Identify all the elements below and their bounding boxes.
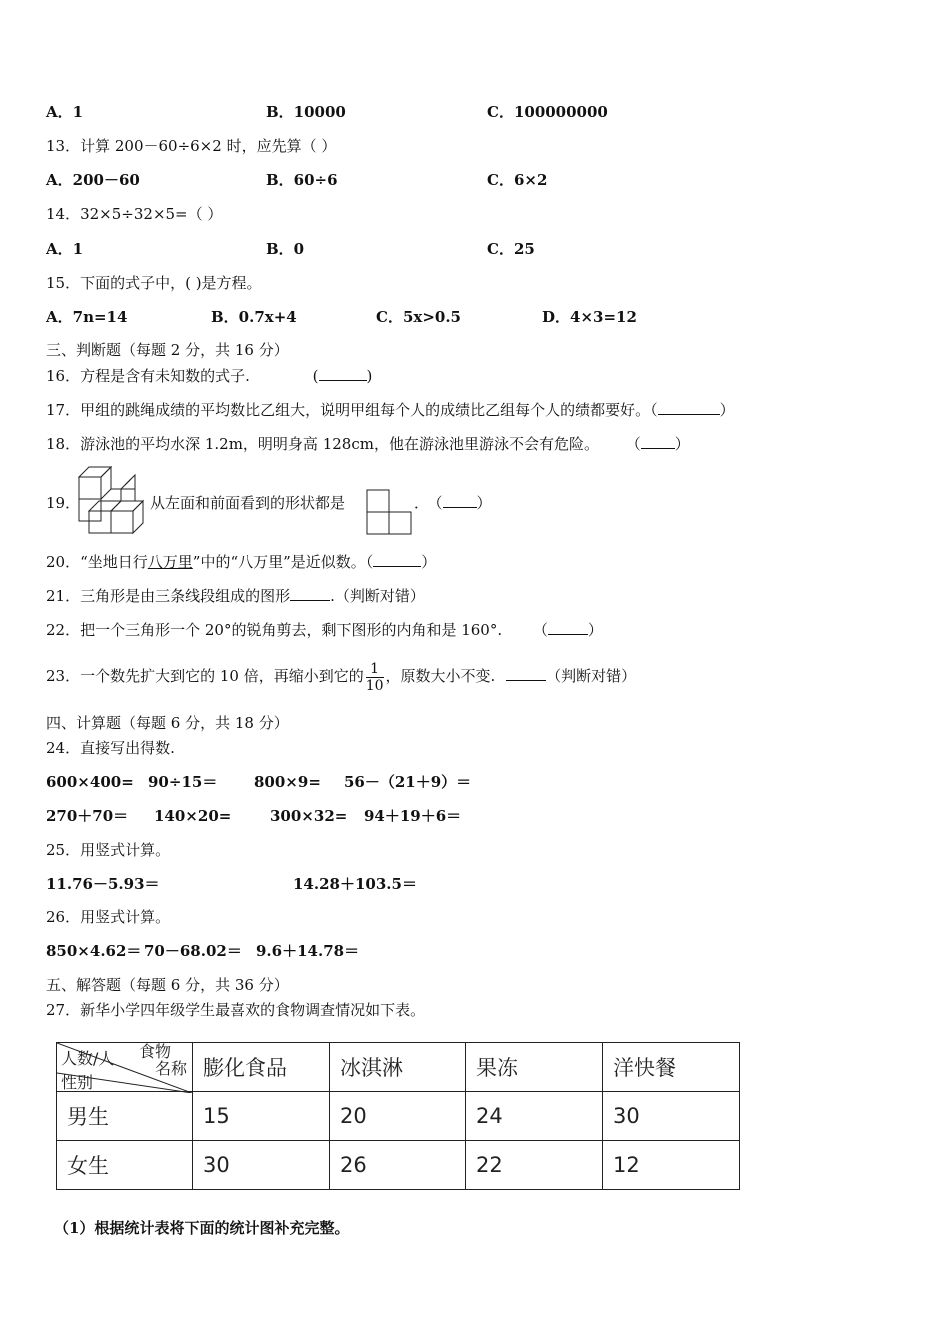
q19-answer-blank[interactable] [443,493,477,508]
q21-question [46,586,425,606]
q22-question [46,620,603,640]
corner-label-food: 食物 [139,1042,172,1061]
table-header-cell: 洋快餐 [603,1043,740,1092]
q15-option-a: A．7n=14 [46,308,128,326]
table-cell: 24 [466,1092,603,1141]
q25-item: 11.76－5.93＝ [46,875,160,893]
q15-option-c: C．5x>0.5 [376,308,461,326]
q19-answer [414,493,492,513]
q23-question [46,656,636,696]
q15-option-d: D．4×3=12 [542,308,637,326]
table-row-label: 女生 [57,1141,193,1190]
q17-paren-close: ） [719,401,735,419]
cube-stack-figure [76,463,150,537]
q24-item: 140×20= [154,807,232,825]
q20-question [46,552,436,572]
q14-option-b: B．0 [266,240,305,258]
q27-title: 27．新华小学四年级学生最喜欢的食物调查情况如下表。 [46,1001,426,1019]
q21-suffix: .（判断对错） [330,587,425,605]
table-header-cell: 果冻 [466,1043,603,1092]
table-header-cell: 膨化食品 [193,1043,330,1092]
q17-paren-open: （ [650,401,658,419]
q22-answer-blank[interactable] [548,620,588,635]
corner-label-gender: 性别 [61,1073,94,1092]
q26-item: 850×4.62＝ [46,942,142,960]
q24-item: 300×32= [270,807,348,825]
q24-item: 94＋19＋6＝ [364,807,462,825]
q22-paren-open: （ [532,621,548,639]
q16-answer-blank[interactable] [319,366,367,381]
section-3-heading: 三、判断题（每题 2 分，共 16 分） [46,341,289,359]
table-cell: 15 [193,1092,330,1141]
section-4-heading: 四、计算题（每题 6 分，共 18 分） [46,714,289,732]
q19-paren-open: （ [435,494,443,512]
q21-answer-blank[interactable] [290,586,330,601]
q24-item: 90÷15＝ [148,773,218,791]
table-cell: 22 [466,1141,603,1190]
q18-question [46,434,690,454]
q21-text: 21．三角形是由三条线段组成的图形 [46,587,291,605]
q25-title: 25．用竖式计算。 [46,841,171,859]
q25-item: 14.28＋103.5＝ [293,875,417,893]
q26-item: 70－68.02＝ [144,942,242,960]
q20-prefix: 20．“坐地日行 [46,553,148,571]
q12-option-a: A．1 [46,103,84,121]
q16-paren-close: ) [366,367,373,385]
q23-answer-blank[interactable] [506,666,546,681]
q15-question: 15．下面的式子中，( )是方程。 [46,274,262,292]
q19-paren-close: ） [476,494,492,512]
q19-text: 从左面和前面看到的形状都是 [150,494,346,512]
q13-option-b: B．60÷6 [266,171,338,189]
q26-title: 26．用竖式计算。 [46,908,171,926]
q24-item: 600×400= [46,773,134,791]
q16-text: 16．方程是含有未知数的式子. [46,367,250,385]
q12-option-b: B．10000 [266,103,346,121]
view-shape-figure [366,489,414,535]
food-survey-table [56,1042,740,1190]
table-cell: 12 [603,1141,740,1190]
q17-text: 17．甲组的跳绳成绩的平均数比乙组大，说明甲组每个人的成绩比乙组每个人的绩都要好。 [46,401,651,419]
q23-fraction-numerator: 1 [366,661,384,678]
q13-option-a: A．200－60 [46,171,140,189]
q20-suffix: ”中的“八万里”是近似数。（ [192,553,374,571]
q14-question: 14．32×5÷32×5=（ ） [46,205,223,223]
q17-question [46,400,735,420]
q12-option-c: C．100000000 [487,103,608,121]
q19-dot: ． [414,494,430,512]
q27-subquestion-1: （1）根据统计表将下面的统计图补充完整。 [54,1219,350,1237]
q14-option-a: A．1 [46,240,84,258]
q18-answer-blank[interactable] [641,434,675,449]
q18-paren-open: （ [625,435,641,453]
q20-underlined-phrase: 八万里 [147,553,193,571]
q23-fraction [366,661,384,694]
table-cell: 26 [330,1141,466,1190]
q24-item: 270＋70＝ [46,807,129,825]
table-header-row [57,1043,740,1092]
q24-item: 56－（21＋9）＝ [344,773,472,791]
q13-question: 13．计算 200－60÷6×2 时，应先算（ ） [46,137,337,155]
q23-fraction-denominator: 10 [365,677,384,694]
q24-item: 800×9= [254,773,321,791]
table-cell: 30 [603,1092,740,1141]
q18-text: 18．游泳池的平均水深 1.2m，明明身高 128cm，他在游泳池里游泳不会有危险。 [46,435,599,453]
table-cell: 20 [330,1092,466,1141]
section-5-heading: 五、解答题（每题 6 分，共 36 分） [46,976,289,994]
q17-answer-blank[interactable] [658,400,720,415]
corner-label-name: 名称 [155,1059,188,1078]
q23-tail: （判断对错） [546,667,637,685]
corner-label-people: 人数/人 [61,1049,115,1068]
q23-text: 23．一个数先扩大到它的 10 倍，再缩小到它的 [46,667,364,685]
q19-number: 19． [46,494,81,512]
q16-question [46,366,372,386]
q23-suffix: ，原数大小不变. [385,667,496,685]
q14-option-c: C．25 [487,240,535,258]
table-row [57,1092,740,1141]
q22-text: 22．把一个三角形一个 20°的锐角剪去，剩下图形的内角和是 160°. [46,621,503,639]
q16-paren-open: ( [312,367,319,385]
q20-paren-close: ） [421,553,437,571]
table-row-label: 男生 [57,1092,193,1141]
table-cell: 30 [193,1141,330,1190]
q26-item: 9.6＋14.78＝ [256,942,360,960]
q18-paren-close: ） [674,435,690,453]
table-header-cell: 冰淇淋 [330,1043,466,1092]
table-corner-cell [57,1043,193,1092]
q15-option-b: B．0.7x+4 [211,308,297,326]
q20-answer-blank[interactable] [373,552,421,567]
q24-title: 24．直接写出得数. [46,739,175,757]
q13-option-c: C．6×2 [487,171,548,189]
q22-paren-close: ） [587,621,603,639]
table-row [57,1141,740,1190]
